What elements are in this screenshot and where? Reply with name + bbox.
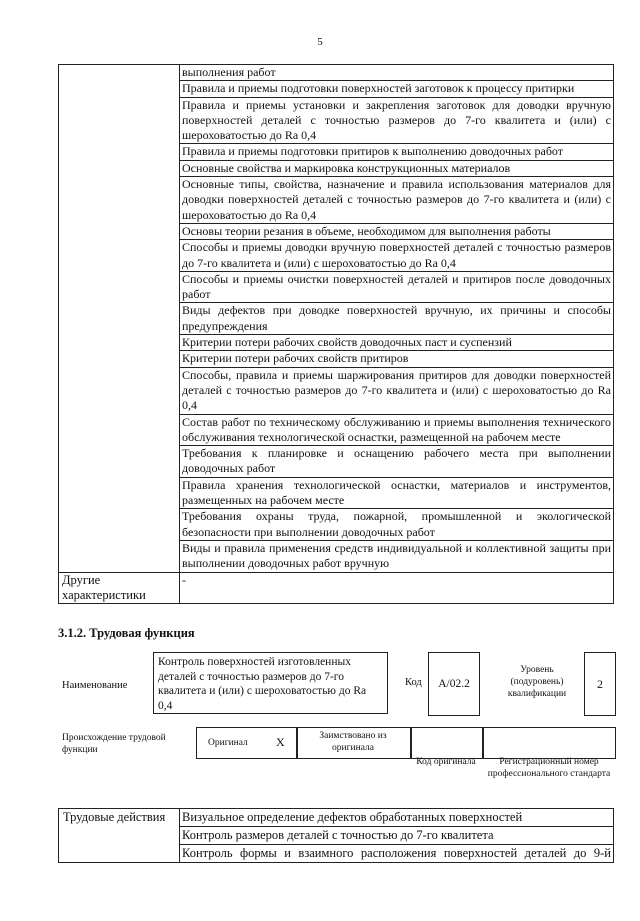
action-row xyxy=(59,809,614,827)
function-name: Контроль поверхностей изготовленных деталей с точностью размеров до 7-го квалитета и (или) с шероховатостью до Ra 0,4 xyxy=(153,652,388,714)
requirement-text: Основные типы, свойства, назначение и правила использования материалов для доводки поверхностей деталей с точностью размеров до 7-го квалитета и (или) с шероховатостью до Ra 0,4 xyxy=(180,177,614,224)
requirement-text: Способы и приемы доводки вручную поверхностей деталей с точностью размеров до 7-го квалитета и (или) с шероховатостью до Ra 0,4 xyxy=(180,240,614,272)
requirement-text: Способы и приемы очистки поверхностей деталей и притиров после доводочных работ xyxy=(180,271,614,303)
code-original-label: Код оригинала xyxy=(416,757,476,767)
action-text: Контроль размеров деталей с точностью до 7-го квалитета xyxy=(180,827,614,845)
requirement-text: Основы теории резания в объеме, необходимом для выполнения работы xyxy=(180,223,614,239)
requirement-text: Способы, правила и приемы шаржирования притиров для доводки поверхностей деталей с точностью размеров до 7-го квалитета и (или) с шероховатостью до Ra 0,4 xyxy=(180,367,614,414)
origin-label: Происхождение трудовой функции xyxy=(62,733,166,755)
requirement-text: Правила и приемы установки и закрепления заготовок для доводки вручную поверхностей деталей с точностью размеров до 7-го квалитета и (или) с шероховатостью до Ra 0,4 xyxy=(180,97,614,144)
borrowed-label: Заимствовано из оригинала xyxy=(319,731,387,753)
code-original-cell xyxy=(410,727,484,759)
requirements-table xyxy=(58,64,614,604)
requirement-text: Требования охраны труда, пожарной, промышленной и экологической безопасности при выполнении доводочных работ xyxy=(180,509,614,541)
requirement-text: Правила хранения технологической оснастки, материалов и инструментов, размещенных на рабочем месте xyxy=(180,477,614,509)
requirements-left-cell xyxy=(59,65,180,573)
level-label: Уровень (подуровень) квалификации xyxy=(507,665,567,699)
requirement-text: Критерии потери рабочих свойств доводочных паст и суспензий xyxy=(180,335,614,351)
action-text: Контроль формы и взаимного расположения поверхностей деталей до 9-й xyxy=(180,845,614,863)
name-label: Наименование xyxy=(62,680,128,691)
requirement-text: Виды дефектов при доводке поверхностей вручную, их причины и способы предупреждения xyxy=(180,303,614,335)
requirement-text: Правила и приемы подготовки поверхностей заготовок к процессу притирки xyxy=(180,81,614,97)
requirement-text: Основные свойства и маркировка конструкционных материалов xyxy=(180,160,614,176)
level-value: 2 xyxy=(584,652,616,716)
reg-number-label: Регистрационный номер профессионального стандарта xyxy=(487,757,611,779)
other-characteristics-row xyxy=(59,572,614,604)
requirement-text: выполнения работ xyxy=(180,65,614,81)
requirement-text: Требования к планировке и оснащению рабочего места при выполнении доводочных работ xyxy=(180,446,614,478)
requirement-text: Правила и приемы подготовки притиров к выполнению доводочных работ xyxy=(180,144,614,160)
section-title: 3.1.2. Трудовая функция xyxy=(58,626,195,640)
function-code: A/02.2 xyxy=(428,652,480,716)
requirement-text: Критерии потери рабочих свойств притиров xyxy=(180,351,614,367)
requirement-row xyxy=(59,65,614,81)
action-text: Визуальное определение дефектов обработанных поверхностей xyxy=(180,809,614,827)
code-label: Код xyxy=(405,677,422,688)
page-number: 5 xyxy=(317,36,323,48)
actions-table xyxy=(58,808,614,863)
other-characteristics-label: Другие характеристики xyxy=(59,572,180,604)
reg-number-cell xyxy=(482,727,616,759)
requirement-text: Виды и правила применения средств индивидуальной и коллективной защиты при выполнении доводочных работ вручную xyxy=(180,540,614,572)
original-mark: X xyxy=(276,735,285,749)
other-characteristics-value: - xyxy=(180,572,614,604)
actions-label: Трудовые действия xyxy=(59,809,180,863)
original-label: Оригинал xyxy=(208,738,248,748)
requirement-text: Состав работ по техническому обслуживанию и приемы выполнения технического обслуживания технологической оснастки, размещенной на рабочем месте xyxy=(180,414,614,446)
